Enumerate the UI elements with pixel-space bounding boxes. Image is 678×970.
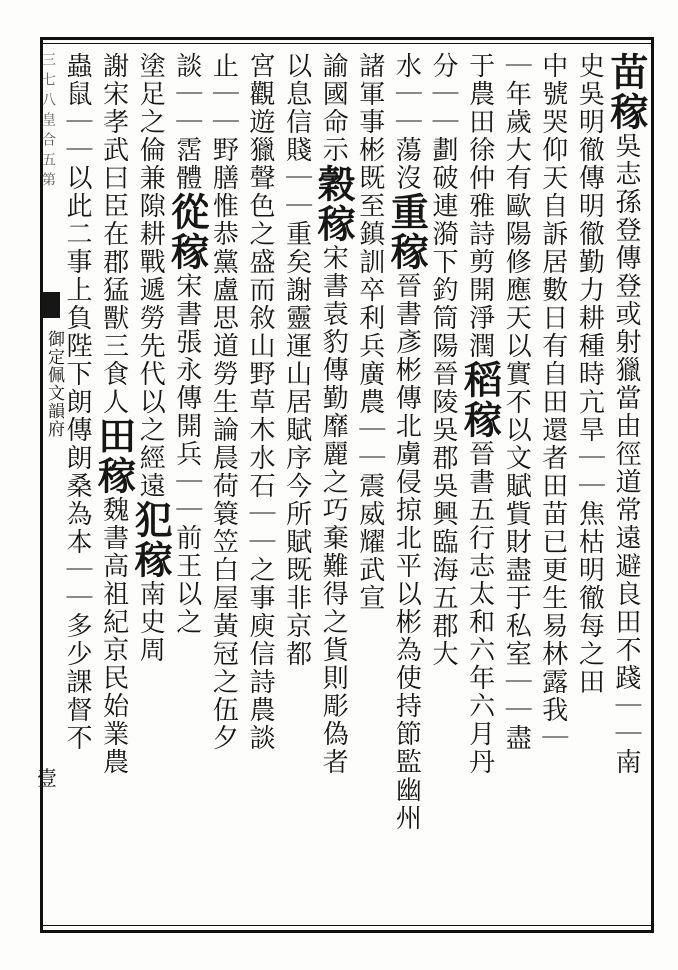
entry-text: 陽晉陵吳郡吳興臨海五郡大 bbox=[428, 332, 458, 668]
entry-heading: 從稼 bbox=[164, 192, 210, 272]
entry-text: 魏書高祖紀京民始業農 bbox=[98, 496, 129, 776]
entry-text: 蟲鼠｜｜以此二事上負陛下 bbox=[62, 52, 92, 388]
bottom-border-inner bbox=[40, 925, 654, 926]
entry-text: 謝宋孝武曰臣在郡猛獸三食人 bbox=[98, 52, 129, 416]
entry-text: 朗傳朗 bbox=[62, 388, 92, 472]
entry-text: 史吳明徹傳明徹勤力耕種時亢旱｜｜焦枯明徹每之田 bbox=[574, 52, 605, 696]
entry-text: 吳志孫登傳登或射獵當由徑道常遠避良田不踐｜｜南 bbox=[611, 132, 641, 776]
entry-heading: 稻稼 bbox=[457, 360, 503, 440]
entry-text: 止｜｜野膳惟恭黨盧思道勞生論晨荷簑笠白屋黃冠之伍夕 bbox=[208, 52, 239, 752]
entry-heading: 重稼 bbox=[384, 192, 430, 272]
entry-text: 塗足之倫 bbox=[135, 52, 166, 164]
top-border bbox=[40, 37, 654, 40]
entry-text: 于農田徐仲雅詩剪開淨潤 bbox=[464, 52, 495, 360]
entry-text: 兼隙耕戰遞勞先代以之經遠 bbox=[135, 164, 166, 500]
entry-text: 分｜｜劃破連漪下釣筒 bbox=[428, 52, 458, 332]
entry-heading: 苗稼 bbox=[604, 52, 649, 132]
entry-text: 中號哭仰天自訴居數日有自田還者田苗已更生易林露我｜ bbox=[537, 52, 568, 752]
entry-text: 桑為本｜｜多少課督不 bbox=[62, 472, 92, 752]
entry-text: 宋書袁豹傳勤靡麗之巧棄難得之貨則彫偽者 bbox=[318, 244, 349, 776]
entry-text: 晉書彥彬傳北虜侵掠北平以彬為使持節監幽州 bbox=[391, 272, 422, 832]
margin-top-text: 三七八皇合五第 bbox=[40, 52, 56, 192]
entry-text: 宋書張永傳開兵｜｜前王以之 bbox=[171, 272, 202, 636]
entry-text: 水｜｜蕩沒 bbox=[391, 52, 422, 192]
top-border-inner bbox=[40, 43, 654, 44]
margin-book-title: 御定佩文韻府 bbox=[44, 330, 64, 438]
entry-text: 賤｜｜重矣謝靈運山居賦序今所賦既非京都 bbox=[281, 136, 312, 668]
entry-text: 晉書五行志太和六年六月丹 bbox=[464, 440, 495, 776]
entry-text: 諸軍事彬既至鎮訓卒利兵廣農｜｜震威耀武宣 bbox=[354, 52, 385, 612]
entry-heading: 穀稼 bbox=[311, 164, 357, 244]
entry-text: 宮觀遊獵聲色之盛而敘山野草木水石｜｜之事庾信詩農談 bbox=[245, 52, 275, 752]
entry-text: 談｜｜霑體 bbox=[171, 52, 202, 192]
entry-text: 以息信 bbox=[281, 52, 312, 136]
folio-number: 壹 bbox=[37, 766, 57, 790]
entry-heading: 田稼 bbox=[91, 416, 137, 496]
right-border bbox=[651, 37, 654, 933]
entry-text: 諭國命示 bbox=[318, 52, 349, 164]
entry-text: 南史周 bbox=[135, 580, 166, 664]
bottom-border bbox=[40, 930, 654, 933]
entry-text: ｜年歲大有歐陽修應天以實不以文賦貲財盡于私室｜｜盡 bbox=[501, 52, 532, 752]
text-column bbox=[53, 52, 99, 920]
entry-heading: 犯稼 bbox=[128, 500, 174, 580]
